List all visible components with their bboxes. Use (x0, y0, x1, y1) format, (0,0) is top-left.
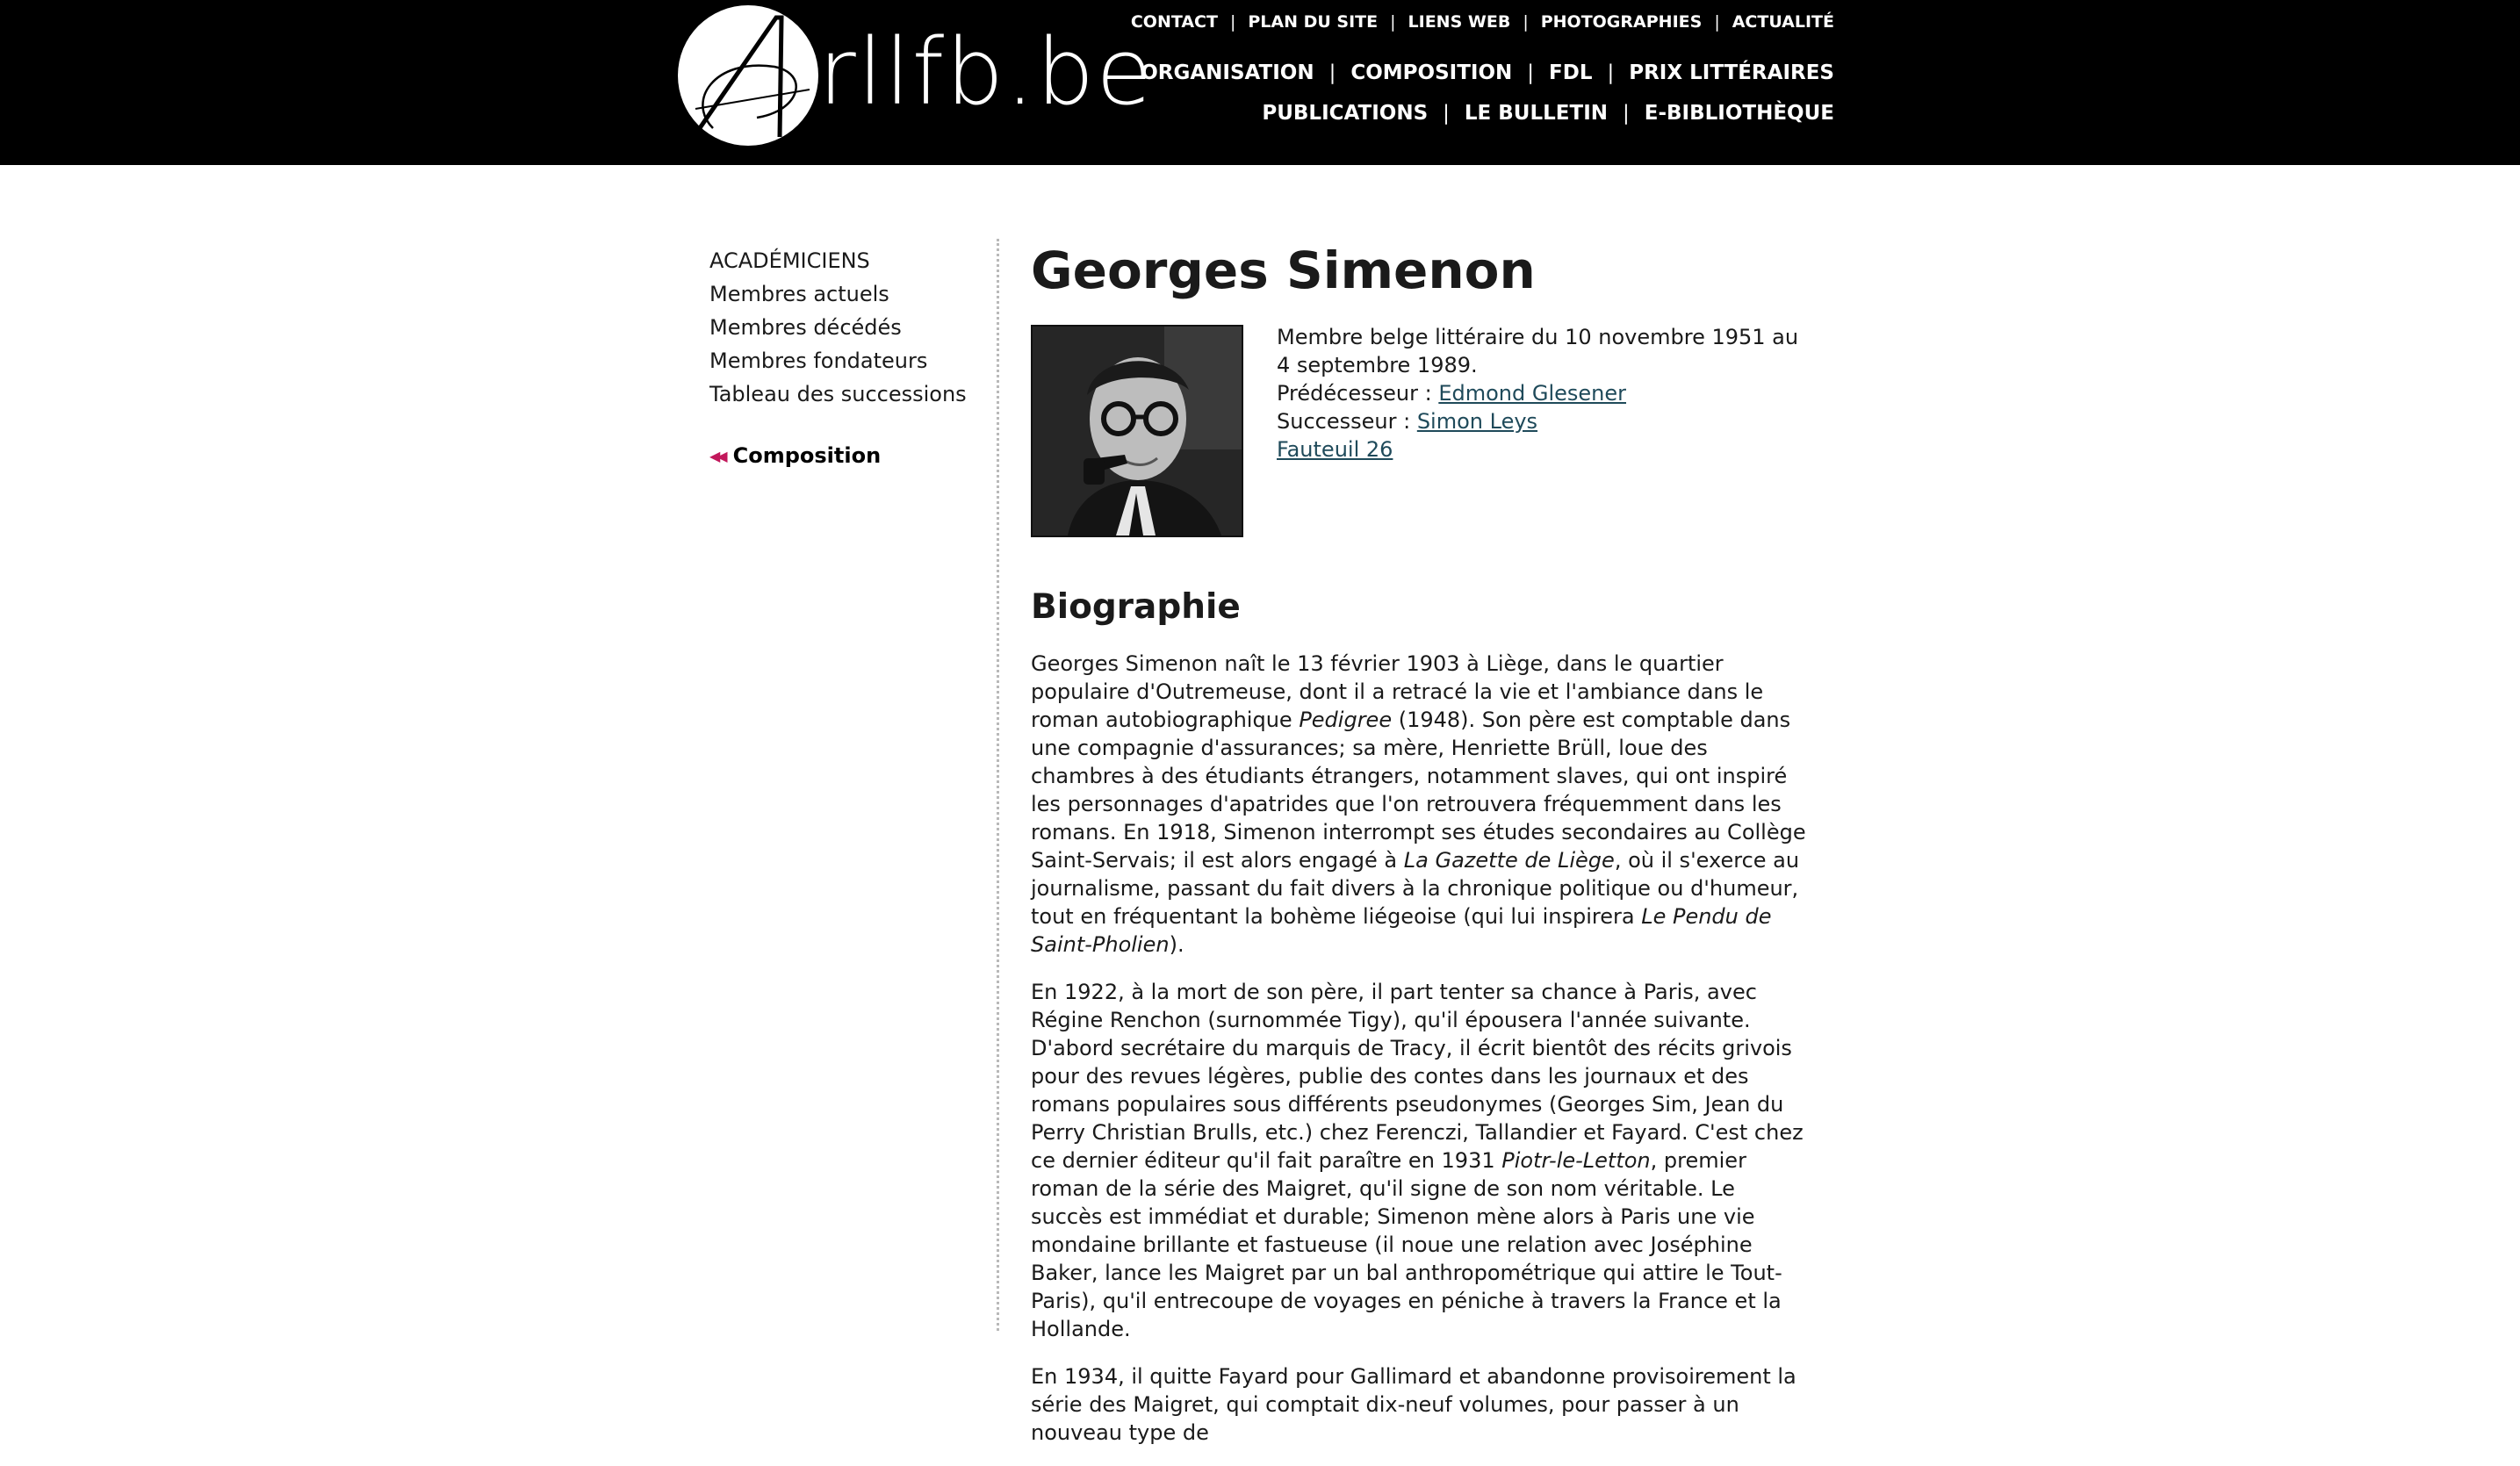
sidebar-item-membres-actuels[interactable]: Membres actuels (709, 282, 889, 306)
successor-link[interactable]: Simon Leys (1416, 409, 1538, 434)
nav-separator: | (1623, 102, 1630, 125)
member-info (1277, 323, 1804, 464)
sidebar-section-title[interactable]: ACADÉMICIENS (709, 248, 870, 273)
double-left-arrow-icon: ◀◀ (709, 447, 724, 464)
predecessor-link[interactable]: Edmond Glesener (1438, 381, 1627, 406)
biography-paragraph (1031, 1362, 1812, 1447)
logo-text: rllfb.be (818, 18, 1155, 126)
successor-row (1277, 407, 1804, 435)
predecessor-row (1277, 379, 1804, 407)
sidebar (709, 244, 973, 411)
nav-le-bulletin[interactable]: LE BULLETIN (1464, 102, 1609, 125)
nav-fdl[interactable]: FDL (1549, 61, 1593, 84)
nav-photographies[interactable]: PHOTOGRAPHIES (1540, 12, 1703, 32)
biography-text (1031, 650, 1812, 1466)
sidebar-item-membres-decedes[interactable]: Membres décédés (709, 315, 902, 340)
nav-separator: | (1523, 12, 1529, 32)
main-nav-row-1 (1141, 58, 1834, 88)
nav-separator: | (1390, 12, 1396, 32)
text-run: (1948). Son père est comptable dans une compagnie d'assurances; sa mère, Henriette Brüll, loue des chambres à des étudiants étrangers, notamment slaves, qui ont inspiré les personnages d'apatrides que l'on retrouvera fréquemment dans les romans. En 1918, Simenon interrompt ses études secondaires au Collège Saint-Servais; il est alors engagé à (1031, 708, 1806, 873)
seat-row (1277, 435, 1804, 464)
page-title: Georges Simenon (1031, 241, 1536, 300)
nav-e-bibliotheque[interactable]: E-BIBLIOTHÈQUE (1644, 102, 1834, 125)
nav-publications[interactable]: PUBLICATIONS (1262, 102, 1429, 125)
nav-separator: | (1714, 12, 1720, 32)
column-divider (997, 239, 999, 1331)
nav-organisation[interactable]: ORGANISATION (1141, 61, 1314, 84)
text-run: Georges Simenon naît le 13 février 1903 à Liège, dans le quartier populaire d'Outremeuse, dont il a retracé la vie et l'ambiance dans le roman autobiographique (1031, 651, 1764, 732)
biography-paragraph (1031, 650, 1812, 959)
portrait-illustration (1033, 327, 1242, 535)
portrait-photo (1031, 325, 1243, 537)
sidebar-item-tableau-des-successions[interactable]: Tableau des successions (709, 382, 967, 406)
nav-contact[interactable]: CONTACT (1130, 12, 1218, 32)
text-run: En 1922, à la mort de son père, il part tenter sa chance à Paris, avec Régine Renchon (surnommée Tigy), qu'il épousera l'année suivante. D'abord secrétaire du marquis de Tracy, il écrit bientôt des récits grivois pour des revues légères, publie des contes dans les journaux et des romans populaires sous différents pseudonymes (Georges Sim, Jean du Perry Christian Brulls, etc.) chez Ferenczi, Tallandier et Fayard. C'est chez ce dernier éditeur qu'il fait paraître en 1931 (1031, 980, 1804, 1173)
logo-a-mark (678, 5, 827, 150)
main-content (1031, 235, 1812, 1445)
predecessor-label: Prédécesseur : (1277, 381, 1432, 406)
text-run: , où il s'exerce au journalisme, passant du fait divers à la chronique politique ou d'humeur, tout en fréquentant la bohème liégeoise (qui lui inspirera (1031, 848, 1800, 929)
nav-separator: | (1443, 102, 1450, 125)
nav-actualite[interactable]: ACTUALITÉ (1732, 12, 1834, 32)
site-header (0, 0, 2520, 165)
nav-separator: | (1527, 61, 1535, 84)
nav-prix-litteraires[interactable]: PRIX LITTÉRAIRES (1629, 61, 1834, 84)
nav-composition[interactable]: COMPOSITION (1350, 61, 1513, 84)
biography-paragraph (1031, 978, 1812, 1343)
text-run: , premier roman de la série des Maigret, qu'il signe de son nom véritable. Le succès est immédiat et durable; Simenon mène alors à Paris une vie mondaine brillante et fastueuse (il noue une relation avec Joséphine Baker, lance les Maigret par un bal anthropométrique qui attire le Tout-Paris), qu'il entrecoupe de voyages en péniche à travers la France et la Hollande. (1031, 1148, 1782, 1341)
work-title: Pedigree (1299, 708, 1393, 732)
sidebar-item-membres-fondateurs[interactable]: Membres fondateurs (709, 349, 928, 373)
nav-liens-web[interactable]: LIENS WEB (1408, 12, 1511, 32)
work-title: La Gazette de Liège (1403, 848, 1615, 873)
work-title: Piotr-le-Letton (1501, 1148, 1651, 1173)
nav-separator: | (1229, 12, 1236, 32)
site-logo[interactable] (678, 5, 1155, 146)
utility-nav (1131, 9, 1834, 35)
text-run: ). (1169, 932, 1184, 957)
successor-label: Successeur : (1277, 409, 1411, 434)
main-nav-row-2 (1262, 98, 1834, 128)
work-title: Le Pendu de Saint-Pholien (1031, 904, 1772, 957)
back-to-composition-link[interactable] (709, 443, 881, 468)
seat-link[interactable]: Fauteuil 26 (1277, 437, 1393, 462)
nav-plan-du-site[interactable]: PLAN DU SITE (1248, 12, 1379, 32)
nav-separator: | (1328, 61, 1336, 84)
nav-separator: | (1607, 61, 1615, 84)
biography-heading: Biographie (1031, 587, 1241, 627)
text-run: En 1934, il quitte Fayard pour Gallimard et abandonne provisoirement la série des Maigret, qui comptait dix-neuf volumes, pour passer à un nouveau type de (1031, 1364, 1796, 1445)
back-link-label: Composition (732, 443, 882, 468)
membership-text: Membre belge littéraire du 10 novembre 1951 au 4 septembre 1989. (1277, 325, 1799, 377)
